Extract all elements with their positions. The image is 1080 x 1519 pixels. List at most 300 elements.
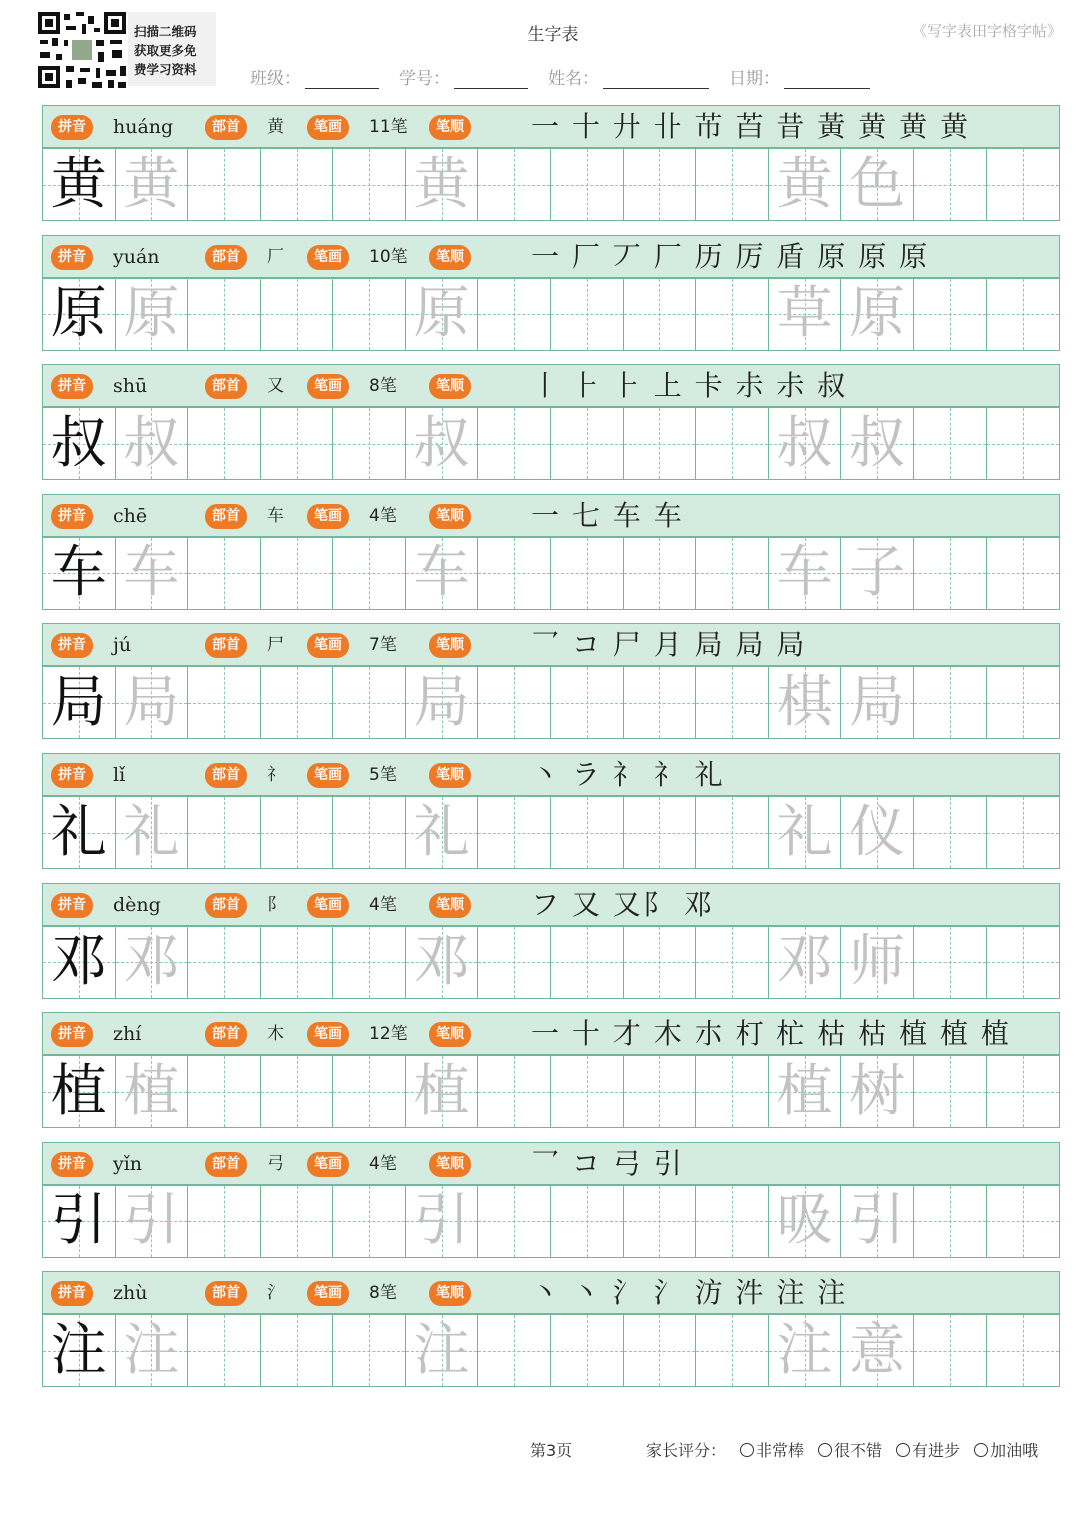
tianzige-cell[interactable] — [696, 1056, 769, 1127]
trace-character: 植 — [123, 1058, 180, 1124]
date-field[interactable] — [729, 64, 870, 89]
tianzige-cell[interactable] — [188, 667, 261, 738]
rating-label: 非常棒 — [756, 1441, 805, 1460]
tianzige-cell[interactable] — [333, 1056, 406, 1127]
tianzige-cell[interactable] — [914, 797, 987, 868]
tianzige-cell[interactable] — [116, 408, 189, 479]
tianzige-cell[interactable] — [261, 667, 334, 738]
stroke-order-text: 丶 丶 氵 氵 汸 汼 注 注 — [531, 1276, 848, 1310]
tianzige-cell[interactable] — [914, 149, 987, 220]
tianzige-cell[interactable] — [769, 1186, 842, 1257]
tianzige-cell[interactable] — [841, 1186, 914, 1257]
tianzige-cell[interactable] — [914, 1186, 987, 1257]
tianzige-cell[interactable] — [696, 408, 769, 479]
character-info-bar — [42, 1271, 1060, 1314]
tianzige-cell[interactable] — [333, 1315, 406, 1386]
character-info-bar — [42, 494, 1060, 537]
tianzige-cell[interactable] — [261, 797, 334, 868]
tianzige-cell[interactable] — [551, 667, 624, 738]
radical-text: 厂 — [267, 246, 284, 267]
character-row — [42, 753, 1062, 871]
trace-character: 仪 — [849, 799, 906, 865]
tianzige-cell[interactable] — [987, 1315, 1060, 1386]
tianzige-cell[interactable] — [333, 927, 406, 998]
radical-badge: 部首 — [205, 763, 247, 788]
character-row — [42, 235, 1062, 353]
stroke-order-badge: 笔顺 — [429, 893, 471, 918]
qr-caption — [134, 22, 216, 79]
tianzige-cell[interactable] — [551, 538, 624, 609]
tianzige-cell[interactable] — [841, 927, 914, 998]
name-blank[interactable] — [603, 70, 709, 89]
tianzige-cell[interactable] — [188, 1056, 261, 1127]
stroke-count-badge: 笔画 — [307, 633, 349, 658]
tianzige-cell[interactable] — [43, 1315, 116, 1386]
tianzige-cell[interactable] — [914, 927, 987, 998]
stroke-count-text: 11笔 — [369, 117, 408, 137]
student-id-label: 学号： — [399, 69, 450, 89]
tianzige-cell[interactable] — [841, 667, 914, 738]
tianzige-cell[interactable] — [188, 408, 261, 479]
tianzige-cell[interactable] — [261, 1315, 334, 1386]
trace-character: 原 — [123, 281, 180, 347]
model-character: 局 — [50, 669, 107, 735]
radical-badge: 部首 — [205, 374, 247, 399]
tianzige-cell[interactable] — [624, 1315, 697, 1386]
class-blank[interactable] — [305, 70, 379, 89]
tianzige-cell[interactable] — [43, 1186, 116, 1257]
tianzige-cell[interactable] — [116, 279, 189, 350]
tianzige-cell[interactable] — [769, 1315, 842, 1386]
tianzige-cell[interactable] — [551, 1186, 624, 1257]
tianzige-cell[interactable] — [43, 408, 116, 479]
trace-character: 色 — [849, 151, 906, 217]
trace-character: 局 — [123, 669, 180, 735]
tianzige-cell[interactable] — [551, 279, 624, 350]
rating-label: 很不错 — [834, 1441, 883, 1460]
tianzige-cell[interactable] — [43, 538, 116, 609]
tianzige-cell[interactable] — [478, 408, 551, 479]
stroke-order-text: 一 厂 丆 厂 历 厉 盾 原 原 原 — [531, 239, 930, 273]
tianzige-cell[interactable] — [914, 408, 987, 479]
tianzige-cell[interactable] — [551, 797, 624, 868]
tianzige-cell[interactable] — [769, 279, 842, 350]
stroke-order-badge: 笔顺 — [429, 374, 471, 399]
tianzige-cell[interactable] — [261, 927, 334, 998]
tianzige-cell[interactable] — [769, 1056, 842, 1127]
tianzige-cell[interactable] — [43, 149, 116, 220]
tianzige-cell[interactable] — [914, 667, 987, 738]
tianzige-cell[interactable] — [116, 149, 189, 220]
tianzige-cell[interactable] — [116, 538, 189, 609]
stroke-count-text: 8笔 — [369, 1283, 397, 1304]
qr-code — [36, 10, 128, 90]
tianzige-cell[interactable] — [333, 408, 406, 479]
character-row — [42, 623, 1062, 741]
radical-badge: 部首 — [205, 1152, 247, 1177]
trace-character: 礼 — [776, 799, 833, 865]
tianzige-cell[interactable] — [624, 408, 697, 479]
pinyin-text: yuán — [113, 245, 160, 268]
character-row — [42, 1142, 1062, 1260]
student-id-field[interactable] — [399, 64, 528, 89]
tianzige-cell[interactable] — [116, 797, 189, 868]
tianzige-cell[interactable] — [406, 1186, 479, 1257]
tianzige-cell[interactable] — [406, 667, 479, 738]
tianzige-cell[interactable] — [696, 797, 769, 868]
tianzige-cell[interactable] — [841, 1056, 914, 1127]
tianzige-cell[interactable] — [696, 667, 769, 738]
tianzige-cell[interactable] — [43, 667, 116, 738]
stroke-count-badge: 笔画 — [307, 374, 349, 399]
tianzige-cell[interactable] — [624, 1056, 697, 1127]
tianzige-cell[interactable] — [333, 667, 406, 738]
trace-character: 引 — [123, 1188, 180, 1254]
trace-character: 植 — [413, 1058, 470, 1124]
tianzige-cell[interactable] — [261, 279, 334, 350]
character-row — [42, 494, 1062, 612]
tianzige-cell[interactable] — [43, 797, 116, 868]
trace-character: 车 — [413, 540, 470, 606]
trace-character: 局 — [849, 669, 906, 735]
tianzige-cell[interactable] — [188, 927, 261, 998]
pinyin-text: yǐn — [113, 1152, 143, 1175]
pinyin-text: zhí — [113, 1023, 142, 1046]
rating-option-good[interactable] — [818, 1438, 882, 1461]
stroke-count-badge: 笔画 — [307, 1281, 349, 1306]
radical-badge: 部首 — [205, 1022, 247, 1047]
character-info-bar — [42, 753, 1060, 796]
tianzige-cell[interactable] — [987, 279, 1060, 350]
radio-circle-icon[interactable] — [740, 1443, 754, 1457]
page-number: 第3页 — [530, 1441, 573, 1460]
stroke-order-badge: 笔顺 — [429, 1022, 471, 1047]
trace-character: 车 — [776, 540, 833, 606]
character-info-bar — [42, 1142, 1060, 1185]
tianzige-cell[interactable] — [696, 279, 769, 350]
tianzige-cell[interactable] — [478, 279, 551, 350]
tianzige-cell[interactable] — [333, 1186, 406, 1257]
radical-badge: 部首 — [205, 245, 247, 270]
rating-option-improving[interactable] — [896, 1438, 960, 1461]
class-field[interactable] — [250, 64, 379, 89]
radical-text: 氵 — [267, 1283, 284, 1304]
tianzige-cell[interactable] — [333, 797, 406, 868]
model-character: 车 — [50, 540, 107, 606]
trace-character: 局 — [413, 669, 470, 735]
tianzige-cell[interactable] — [987, 927, 1060, 998]
radical-text: 弓 — [267, 1153, 284, 1174]
rating-label: 加油哦 — [990, 1441, 1039, 1460]
tianzige-grid — [42, 407, 1060, 480]
tianzige-grid — [42, 926, 1060, 999]
character-row — [42, 1271, 1062, 1389]
tianzige-cell[interactable] — [333, 279, 406, 350]
trace-character: 礼 — [123, 799, 180, 865]
tianzige-cell[interactable] — [478, 149, 551, 220]
stroke-count-badge: 笔画 — [307, 245, 349, 270]
tianzige-cell[interactable] — [116, 927, 189, 998]
stroke-count-badge: 笔画 — [307, 504, 349, 529]
stroke-order-badge: 笔顺 — [429, 245, 471, 270]
radical-badge: 部首 — [205, 504, 247, 529]
stroke-count-badge: 笔画 — [307, 115, 349, 140]
trace-character: 意 — [849, 1317, 906, 1383]
tianzige-cell[interactable] — [261, 538, 334, 609]
tianzige-cell[interactable] — [478, 1056, 551, 1127]
stroke-order-text: 乛 コ 尸 月 局 局 局 — [531, 628, 807, 662]
tianzige-cell[interactable] — [696, 538, 769, 609]
tianzige-cell[interactable] — [261, 408, 334, 479]
stroke-count-text: 4笔 — [369, 1153, 397, 1174]
tianzige-cell[interactable] — [188, 279, 261, 350]
tianzige-cell[interactable] — [261, 149, 334, 220]
tianzige-cell[interactable] — [696, 927, 769, 998]
pinyin-badge: 拼音 — [51, 1152, 93, 1177]
tianzige-cell[interactable] — [478, 797, 551, 868]
tianzige-cell[interactable] — [696, 1315, 769, 1386]
qr-caption-line: 获取更多免 — [134, 43, 197, 58]
tianzige-cell[interactable] — [478, 1315, 551, 1386]
stroke-order-badge: 笔顺 — [429, 633, 471, 658]
tianzige-cell[interactable] — [769, 149, 842, 220]
character-info-bar — [42, 105, 1060, 148]
stroke-count-badge: 笔画 — [307, 1152, 349, 1177]
pinyin-text: chē — [113, 504, 148, 527]
tianzige-cell[interactable] — [43, 279, 116, 350]
pinyin-text: shū — [113, 375, 148, 398]
character-row — [42, 105, 1062, 223]
tianzige-cell[interactable] — [624, 1186, 697, 1257]
pinyin-text: dèng — [113, 893, 161, 916]
trace-character: 原 — [413, 281, 470, 347]
tianzige-cell[interactable] — [188, 797, 261, 868]
qr-caption-line: 费学习资料 — [134, 62, 197, 77]
stroke-order-text: 丨 ⺊ ⺊ 上 卡 尗 尗 叔 — [531, 369, 848, 403]
stroke-count-text: 4笔 — [369, 894, 397, 915]
trace-character: 叔 — [776, 410, 833, 476]
character-info-bar — [42, 623, 1060, 666]
tianzige-cell[interactable] — [914, 1315, 987, 1386]
tianzige-grid — [42, 1314, 1060, 1387]
tianzige-cell[interactable] — [406, 1315, 479, 1386]
radio-circle-icon[interactable] — [818, 1443, 832, 1457]
radical-text: 又 — [267, 376, 284, 397]
pinyin-badge: 拼音 — [51, 763, 93, 788]
stroke-count-text: 8笔 — [369, 376, 397, 397]
tianzige-cell[interactable] — [769, 927, 842, 998]
evaluation-label: 家长评分： — [646, 1441, 727, 1460]
tianzige-cell[interactable] — [841, 797, 914, 868]
character-row — [42, 883, 1062, 1001]
stroke-order-badge: 笔顺 — [429, 1281, 471, 1306]
trace-character: 黄 — [123, 151, 180, 217]
tianzige-cell[interactable] — [333, 149, 406, 220]
tianzige-cell[interactable] — [987, 667, 1060, 738]
tianzige-cell[interactable] — [188, 538, 261, 609]
model-character: 植 — [50, 1058, 107, 1124]
tianzige-cell[interactable] — [188, 149, 261, 220]
tianzige-cell[interactable] — [43, 1056, 116, 1127]
trace-character: 车 — [123, 540, 180, 606]
page-subtitle: 《写字表田字格字帖》 — [911, 22, 1062, 40]
radical-badge: 部首 — [205, 115, 247, 140]
tianzige-cell[interactable] — [406, 279, 479, 350]
tianzige-cell[interactable] — [987, 1056, 1060, 1127]
tianzige-cell[interactable] — [696, 149, 769, 220]
tianzige-grid — [42, 796, 1060, 869]
tianzige-cell[interactable] — [624, 797, 697, 868]
pinyin-badge: 拼音 — [51, 633, 93, 658]
date-blank[interactable] — [784, 70, 870, 89]
trace-character: 叔 — [849, 410, 906, 476]
stroke-count-text: 12笔 — [369, 1024, 408, 1045]
tianzige-cell[interactable] — [841, 408, 914, 479]
stroke-order-text: 一 十 廾 卝 芇 苩 昔 黃 黄 黄 黄 — [531, 110, 971, 143]
tianzige-cell[interactable] — [987, 408, 1060, 479]
tianzige-cell[interactable] — [624, 149, 697, 220]
character-info-bar — [42, 235, 1060, 278]
tianzige-cell[interactable] — [841, 1315, 914, 1386]
tianzige-cell[interactable] — [261, 1186, 334, 1257]
trace-character: 黄 — [413, 151, 470, 217]
tianzige-cell[interactable] — [406, 1056, 479, 1127]
tianzige-cell[interactable] — [624, 538, 697, 609]
tianzige-cell[interactable] — [551, 1056, 624, 1127]
model-character: 黄 — [50, 151, 107, 217]
rating-label: 有进步 — [912, 1441, 961, 1460]
name-field[interactable] — [548, 64, 709, 89]
tianzige-cell[interactable] — [914, 279, 987, 350]
stroke-order-text: 丶 ラ 礻 礻 礼 — [531, 758, 725, 791]
trace-character: 叔 — [123, 410, 180, 476]
stroke-count-text: 10笔 — [369, 246, 408, 267]
trace-character: 师 — [849, 929, 906, 995]
trace-character: 植 — [776, 1058, 833, 1124]
pinyin-text: huáng — [113, 116, 174, 138]
trace-character: 礼 — [413, 799, 470, 865]
trace-character: 引 — [849, 1188, 906, 1254]
tianzige-grid — [42, 1055, 1060, 1128]
tianzige-grid — [42, 1185, 1060, 1258]
tianzige-cell[interactable] — [841, 279, 914, 350]
model-character: 礼 — [50, 799, 107, 865]
tianzige-cell[interactable] — [406, 797, 479, 868]
character-info-bar — [42, 364, 1060, 407]
tianzige-cell[interactable] — [478, 538, 551, 609]
tianzige-cell[interactable] — [551, 149, 624, 220]
tianzige-cell[interactable] — [406, 538, 479, 609]
tianzige-cell[interactable] — [43, 927, 116, 998]
radio-circle-icon[interactable] — [896, 1443, 910, 1457]
trace-character: 黄 — [776, 151, 833, 217]
tianzige-cell[interactable] — [987, 797, 1060, 868]
model-character: 邓 — [50, 929, 107, 995]
trace-character: 棋 — [776, 669, 833, 735]
pinyin-badge: 拼音 — [51, 245, 93, 270]
tianzige-cell[interactable] — [769, 667, 842, 738]
model-character: 叔 — [50, 410, 107, 476]
tianzige-cell[interactable] — [769, 797, 842, 868]
stroke-count-text: 5笔 — [369, 765, 397, 785]
tianzige-cell[interactable] — [478, 1186, 551, 1257]
model-character: 引 — [50, 1188, 107, 1254]
trace-character: 注 — [413, 1317, 470, 1383]
trace-character: 原 — [849, 281, 906, 347]
tianzige-cell[interactable] — [769, 538, 842, 609]
tianzige-cell[interactable] — [987, 1186, 1060, 1257]
stroke-order-text: 乛 コ 弓 引 — [531, 1146, 684, 1180]
tianzige-cell[interactable] — [914, 538, 987, 609]
stroke-count-badge: 笔画 — [307, 763, 349, 788]
tianzige-cell[interactable] — [406, 408, 479, 479]
rating-option-keep-going[interactable] — [974, 1438, 1038, 1461]
tianzige-cell[interactable] — [914, 1056, 987, 1127]
trace-character: 注 — [123, 1317, 180, 1383]
student-id-blank[interactable] — [454, 70, 528, 89]
character-row — [42, 364, 1062, 482]
tianzige-cell[interactable] — [987, 538, 1060, 609]
tianzige-cell[interactable] — [841, 538, 914, 609]
tianzige-cell[interactable] — [116, 1056, 189, 1127]
tianzige-cell[interactable] — [841, 149, 914, 220]
tianzige-cell[interactable] — [696, 1186, 769, 1257]
stroke-count-text: 7笔 — [369, 635, 397, 656]
student-info — [250, 64, 890, 89]
radio-circle-icon[interactable] — [974, 1443, 988, 1457]
tianzige-cell[interactable] — [188, 1186, 261, 1257]
pinyin-badge: 拼音 — [51, 374, 93, 399]
pinyin-text: lǐ — [113, 764, 126, 786]
tianzige-cell[interactable] — [987, 149, 1060, 220]
radical-text: 黄 — [267, 117, 284, 137]
trace-character: 邓 — [123, 929, 180, 995]
tianzige-cell[interactable] — [406, 927, 479, 998]
tianzige-cell[interactable] — [624, 927, 697, 998]
model-character: 注 — [50, 1317, 107, 1383]
trace-character: 子 — [849, 540, 906, 606]
trace-character: 邓 — [776, 929, 833, 995]
tianzige-cell[interactable] — [551, 927, 624, 998]
tianzige-cell[interactable] — [406, 149, 479, 220]
radical-text: 车 — [267, 505, 284, 526]
tianzige-cell[interactable] — [116, 1315, 189, 1386]
radical-text: 尸 — [267, 635, 284, 656]
tianzige-cell[interactable] — [478, 667, 551, 738]
tianzige-cell[interactable] — [116, 1186, 189, 1257]
tianzige-cell[interactable] — [624, 667, 697, 738]
character-info-bar — [42, 1012, 1060, 1055]
tianzige-cell[interactable] — [769, 408, 842, 479]
pinyin-badge: 拼音 — [51, 1022, 93, 1047]
tianzige-cell[interactable] — [624, 279, 697, 350]
tianzige-cell[interactable] — [551, 1315, 624, 1386]
tianzige-cell[interactable] — [478, 927, 551, 998]
tianzige-cell[interactable] — [261, 1056, 334, 1127]
tianzige-cell[interactable] — [188, 1315, 261, 1386]
pinyin-badge: 拼音 — [51, 115, 93, 140]
tianzige-cell[interactable] — [551, 408, 624, 479]
radical-badge: 部首 — [205, 1281, 247, 1306]
tianzige-grid — [42, 148, 1060, 221]
page-title: 生字表 — [527, 25, 579, 45]
trace-character: 树 — [849, 1058, 906, 1124]
tianzige-cell[interactable] — [116, 667, 189, 738]
trace-character: 草 — [776, 281, 833, 347]
stroke-order-badge: 笔顺 — [429, 1152, 471, 1177]
tianzige-cell[interactable] — [333, 538, 406, 609]
rating-option-excellent[interactable] — [740, 1438, 804, 1461]
